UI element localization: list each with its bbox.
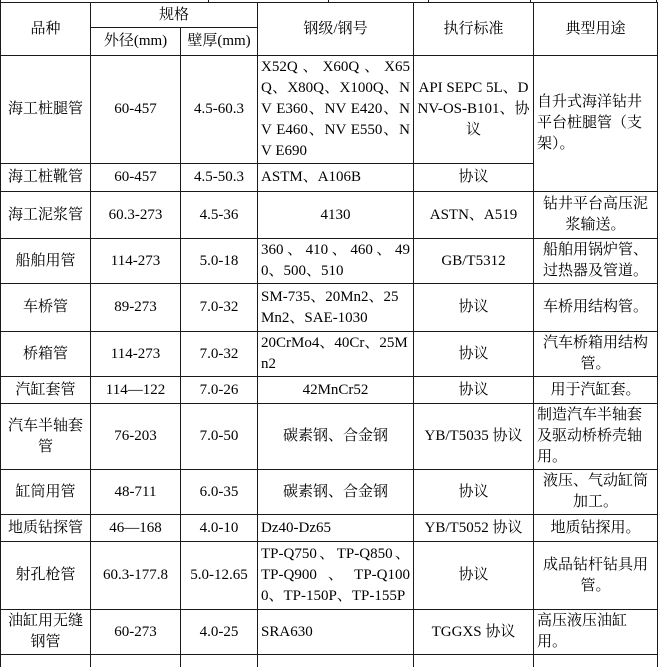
cell-standard: 协议 <box>414 332 534 377</box>
cell-grade: ASTM、A106B <box>258 164 414 192</box>
cell-od: 60.3-273 <box>91 192 181 239</box>
header-row-top <box>1 3 658 28</box>
cell-standard: ASTN、A519 <box>414 192 534 239</box>
cell-standard: YB/T5052 协议 <box>414 515 534 542</box>
table-row <box>1 377 658 404</box>
header-od: 外径(mm) <box>91 28 181 56</box>
cell-standard: YB/T5035 协议 <box>414 404 534 470</box>
table-row <box>1 470 658 515</box>
cell-standard: 协议 <box>414 284 534 332</box>
cell-product: 缸筒用管 <box>1 470 91 515</box>
cell-wt <box>181 655 258 667</box>
cell-grade: 42MnCr52 <box>258 377 414 404</box>
cell-product: 桥箱管 <box>1 332 91 377</box>
cell-grade: Dz40-Dz65 <box>258 515 414 542</box>
table-row <box>1 542 658 610</box>
cell-od: 114-273 <box>91 239 181 284</box>
cell-product <box>1 655 91 667</box>
cell-od: 60-457 <box>91 164 181 192</box>
cell-wt: 7.0-26 <box>181 377 258 404</box>
cell-od: 60-457 <box>91 56 181 164</box>
cell-use: 地质钻探用。 <box>534 515 658 542</box>
table-row <box>1 610 658 655</box>
cell-od: 114-273 <box>91 332 181 377</box>
cell-od: 114—122 <box>91 377 181 404</box>
cell-od: 60-273 <box>91 610 181 655</box>
header-standard: 执行标准 <box>414 3 534 56</box>
cell-standard: 协议 <box>414 542 534 610</box>
header-wt: 壁厚(mm) <box>181 28 258 56</box>
table-row <box>1 515 658 542</box>
cell-grade: 360、410、460、490、500、510 <box>258 239 414 284</box>
header-grade: 钢级/钢号 <box>258 3 414 56</box>
table-row <box>1 192 658 239</box>
cell-use: 船舶用锅炉管、过热器及管道。 <box>534 239 658 284</box>
cell-od <box>91 655 181 667</box>
header-spec: 规格 <box>91 3 258 28</box>
cell-grade: 碳素钢、合金钢 <box>258 404 414 470</box>
cell-wt: 7.0-32 <box>181 284 258 332</box>
cell-grade: 20CrMo4、40Cr、25Mn2 <box>258 332 414 377</box>
cell-wt: 4.0-10 <box>181 515 258 542</box>
cell-use: 汽车桥箱用结构管。 <box>534 332 658 377</box>
cell-grade: TP-Q750、TP-Q850、TP-Q900、TP-Q1000、TP-150P、TP-155P <box>258 542 414 610</box>
cell-od: 48-711 <box>91 470 181 515</box>
header-use: 典型用途 <box>534 3 658 56</box>
cell-product: 射孔枪管 <box>1 542 91 610</box>
cell-grade <box>258 655 414 667</box>
cell-wt: 4.5-60.3 <box>181 56 258 164</box>
cell-use: 液压、气动缸筒加工。 <box>534 470 658 515</box>
cell-use: 自升式海洋钻井平台桩腿管（支架）。 <box>534 56 658 192</box>
cell-use: 制造汽车半轴套及驱动桥桥壳轴用。 <box>534 404 658 470</box>
cell-product: 车桥管 <box>1 284 91 332</box>
cell-product: 油缸用无缝钢管 <box>1 610 91 655</box>
cell-wt: 4.0-25 <box>181 610 258 655</box>
cell-grade: 碳素钢、合金钢 <box>258 470 414 515</box>
cell-od: 46—168 <box>91 515 181 542</box>
cell-od: 60.3-177.8 <box>91 542 181 610</box>
cell-use: 高压液压油缸用。 <box>534 610 658 655</box>
cell-wt: 7.0-50 <box>181 404 258 470</box>
cell-grade: SRA630 <box>258 610 414 655</box>
cell-standard: 协议 <box>414 377 534 404</box>
cell-wt: 5.0-18 <box>181 239 258 284</box>
cropped-next-row <box>1 655 658 667</box>
cell-product: 海工桩腿管 <box>1 56 91 164</box>
table-row <box>1 56 658 164</box>
cell-use: 成品钻杆钻具用管。 <box>534 542 658 610</box>
cell-standard: API SEPC 5L、DNV-OS-B101、协议 <box>414 56 534 164</box>
cell-wt: 6.0-35 <box>181 470 258 515</box>
cell-grade: X52Q、X60Q、X65Q、X80Q、X100Q、NV E360、NV E420、NV E460、NV E550、NV E690 <box>258 56 414 164</box>
cell-use: 车桥用结构管。 <box>534 284 658 332</box>
cell-od: 76-203 <box>91 404 181 470</box>
cell-grade: SM-735、20Mn2、25Mn2、SAE-1030 <box>258 284 414 332</box>
cell-product: 海工泥浆管 <box>1 192 91 239</box>
cell-product: 汽车半轴套管 <box>1 404 91 470</box>
cell-use: 钻井平台高压泥浆输送。 <box>534 192 658 239</box>
cell-standard: 协议 <box>414 164 534 192</box>
cell-wt: 7.0-32 <box>181 332 258 377</box>
cell-standard: TGGXS 协议 <box>414 610 534 655</box>
cell-od: 89-273 <box>91 284 181 332</box>
cell-standard: 协议 <box>414 470 534 515</box>
cell-use <box>534 655 658 667</box>
cell-wt: 4.5-36 <box>181 192 258 239</box>
cell-product: 海工桩靴管 <box>1 164 91 192</box>
cell-wt: 4.5-50.3 <box>181 164 258 192</box>
cell-product: 船舶用管 <box>1 239 91 284</box>
cell-wt: 5.0-12.65 <box>181 542 258 610</box>
cell-standard <box>414 655 534 667</box>
table-row <box>1 332 658 377</box>
table-row <box>1 239 658 284</box>
cell-standard: GB/T5312 <box>414 239 534 284</box>
table-row <box>1 284 658 332</box>
header-product: 品种 <box>1 3 91 56</box>
table-row <box>1 404 658 470</box>
cell-product: 汽缸套管 <box>1 377 91 404</box>
cell-product: 地质钻探管 <box>1 515 91 542</box>
cell-use: 用于汽缸套。 <box>534 377 658 404</box>
cell-grade: 4130 <box>258 192 414 239</box>
steel-pipe-spec-table <box>0 2 658 667</box>
